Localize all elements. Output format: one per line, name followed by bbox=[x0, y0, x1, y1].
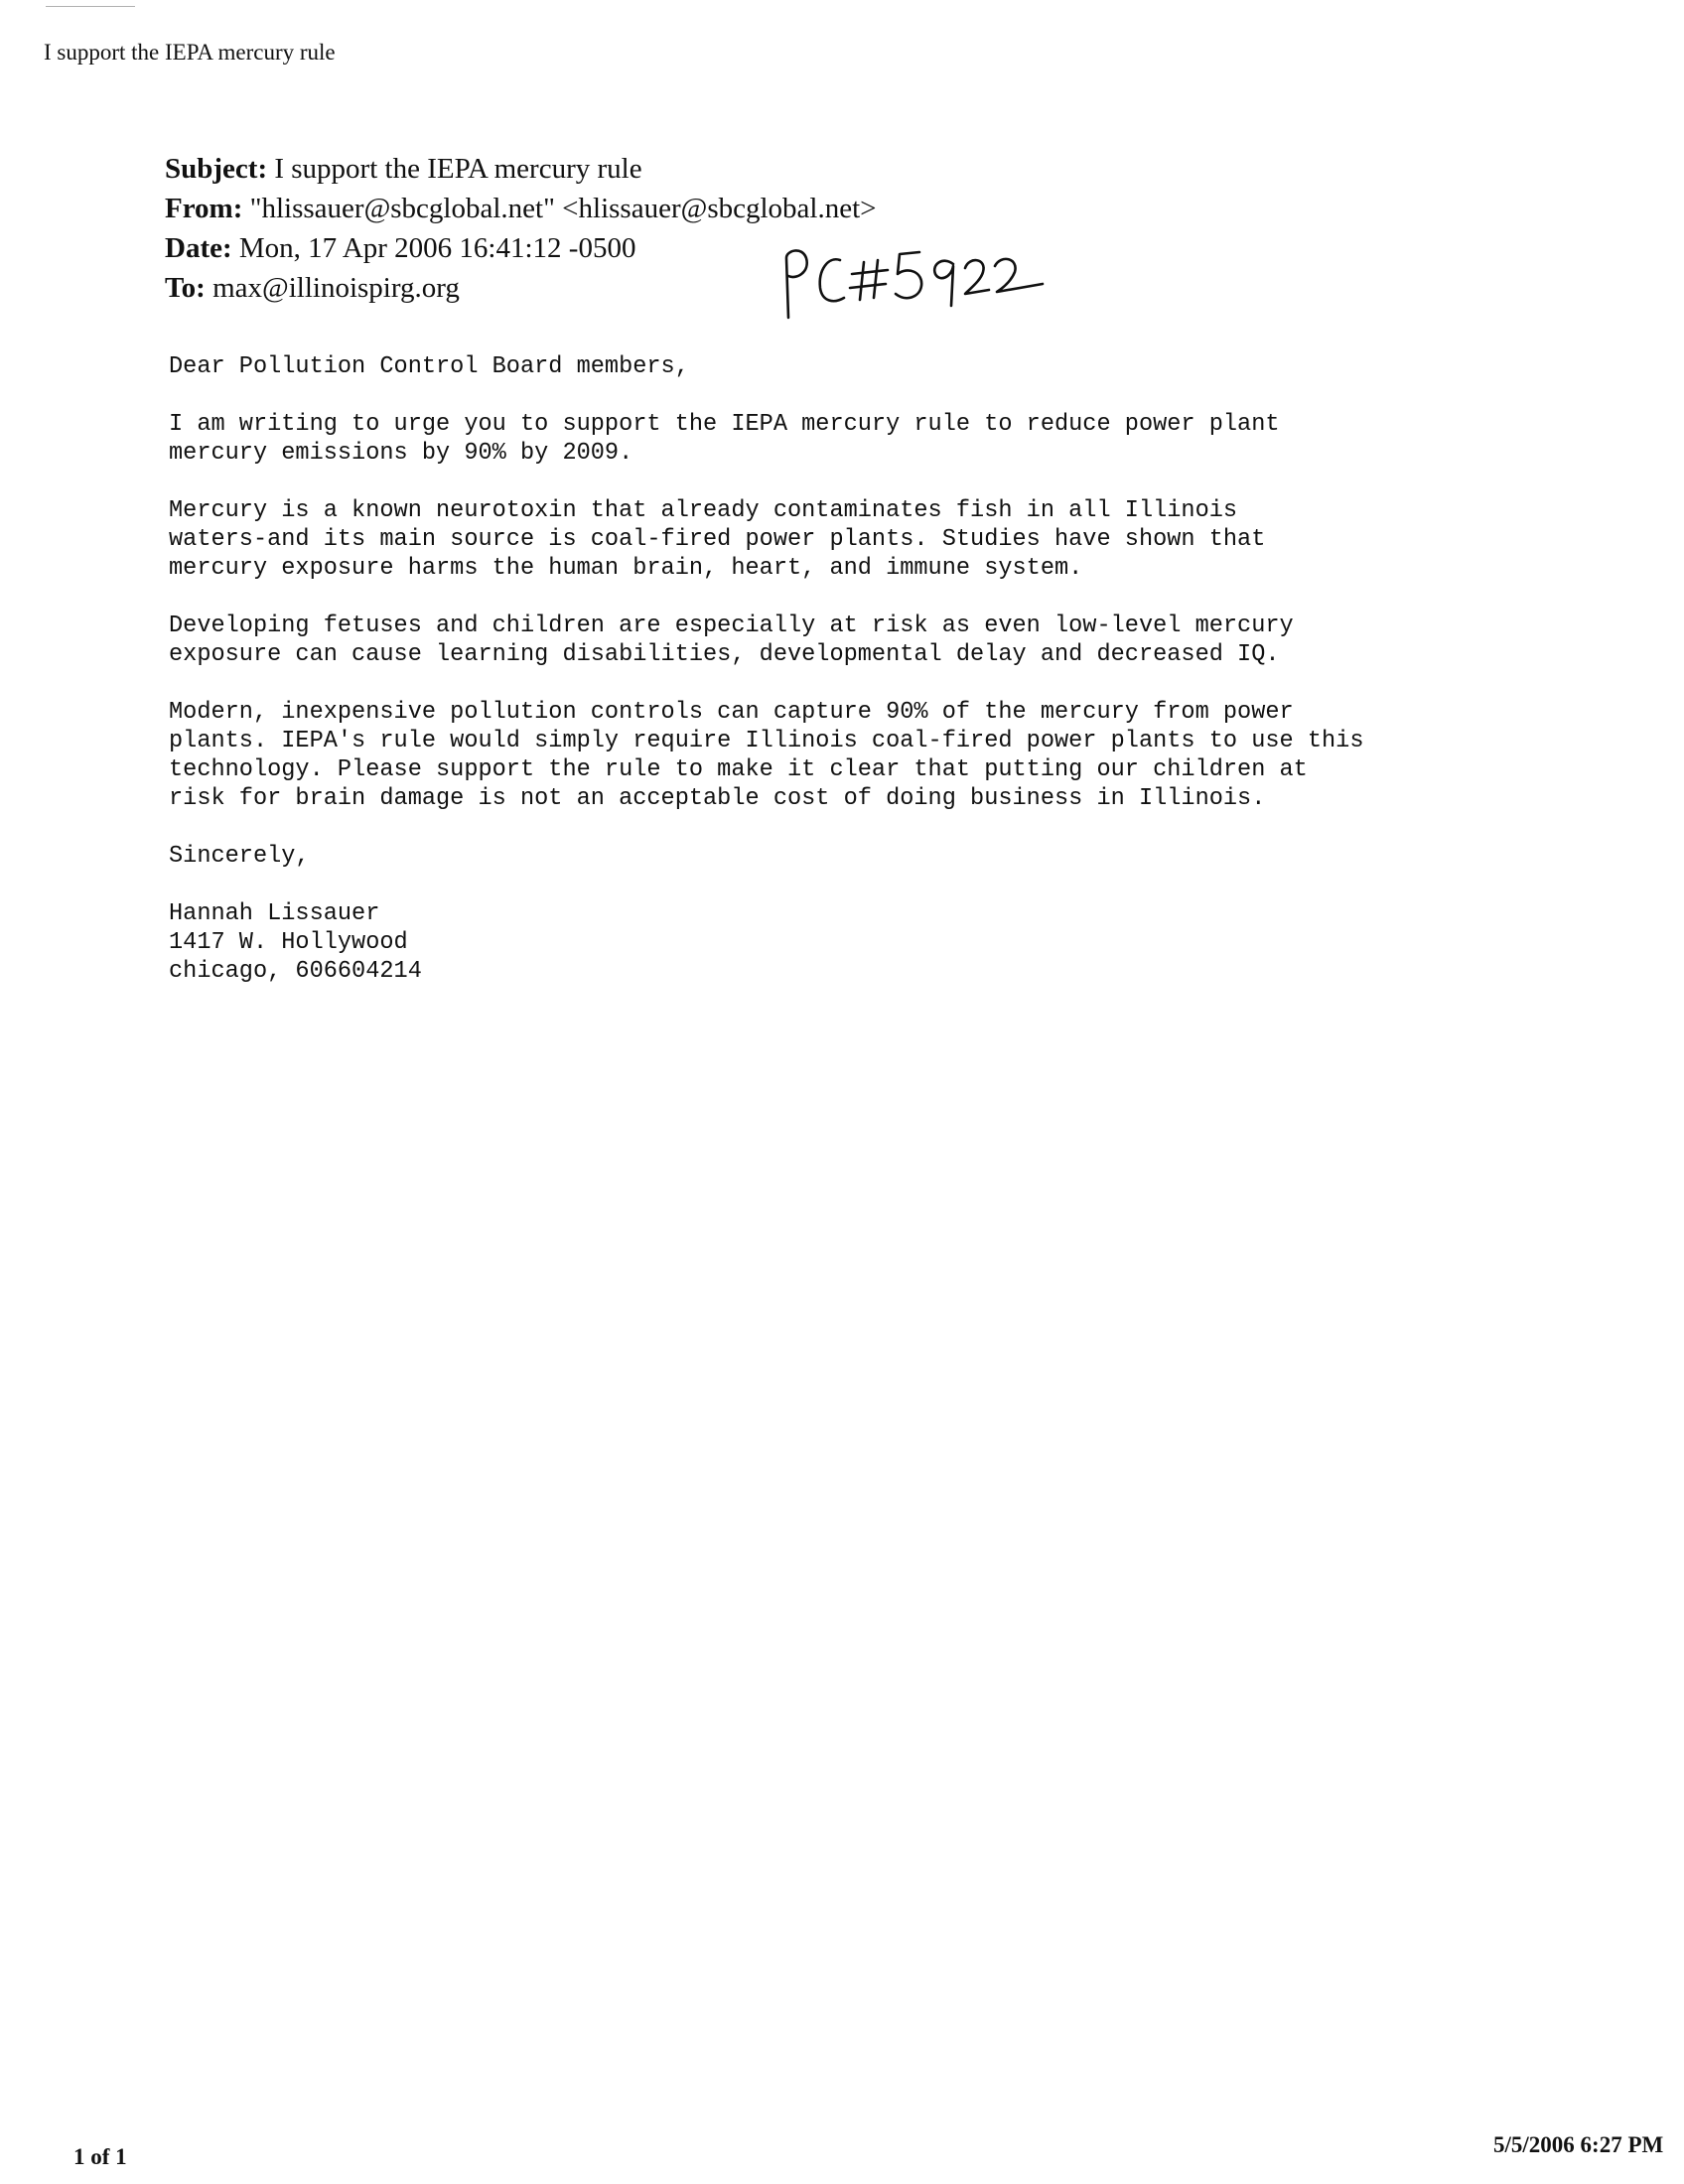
greeting: Dear Pollution Control Board members, bbox=[169, 353, 689, 380]
subject-label: Subject: bbox=[165, 153, 268, 185]
to-row bbox=[165, 268, 877, 308]
subject-value: I support the IEPA mercury rule bbox=[274, 153, 642, 185]
signature-street: 1417 W. Hollywood bbox=[169, 929, 408, 956]
date-label: Date: bbox=[165, 232, 232, 264]
from-row bbox=[165, 189, 877, 228]
scan-artifact-mark bbox=[46, 6, 135, 11]
signature-name: Hannah Lissauer bbox=[169, 900, 380, 927]
subject-row bbox=[165, 149, 877, 189]
body-paragraph: I am writing to urge you to support the IEPA mercury rule to reduce power plant mercury emissions by 90% by 2009. bbox=[169, 411, 1280, 467]
body-paragraph: Mercury is a known neurotoxin that already contaminates fish in all Illinois waters-and its main source is coal-fired power plants. Studies have shown that mercury exposure harms the human brain, heart, and immune system. bbox=[169, 497, 1266, 582]
page-count: 1 of 1 bbox=[73, 2144, 127, 2169]
to-label: To: bbox=[165, 272, 206, 304]
body-paragraph: Developing fetuses and children are especially at risk as even low-level mercury exposure can cause learning disabilities, developmental delay and decreased IQ. bbox=[169, 613, 1294, 668]
closing: Sincerely, bbox=[169, 843, 310, 870]
signature-city: chicago, 606604214 bbox=[169, 958, 422, 985]
email-body bbox=[169, 352, 1609, 986]
date-row bbox=[165, 228, 877, 268]
print-header-title: I support the IEPA mercury rule bbox=[44, 40, 336, 65]
signature-block bbox=[169, 899, 1609, 986]
from-label: From: bbox=[165, 193, 243, 224]
print-timestamp: 5/5/2006 6:27 PM bbox=[1493, 2132, 1664, 2157]
from-value: "hlissauer@sbcglobal.net" <hlissauer@sbcglobal.net> bbox=[249, 193, 877, 224]
handwritten-annotation bbox=[782, 230, 1051, 330]
date-value: Mon, 17 Apr 2006 16:41:12 -0500 bbox=[238, 232, 636, 264]
email-headers bbox=[165, 149, 877, 308]
to-value: max@illinoispirg.org bbox=[212, 272, 460, 304]
body-paragraph: Modern, inexpensive pollution controls can capture 90% of the mercury from power plants. IEPA's rule would simply require Illinois coal-fired power plants to use this technology. Please support the rule to make it clear that putting our children at risk for brain damage is not an acceptable cost of doing business in Illinois. bbox=[169, 699, 1364, 812]
